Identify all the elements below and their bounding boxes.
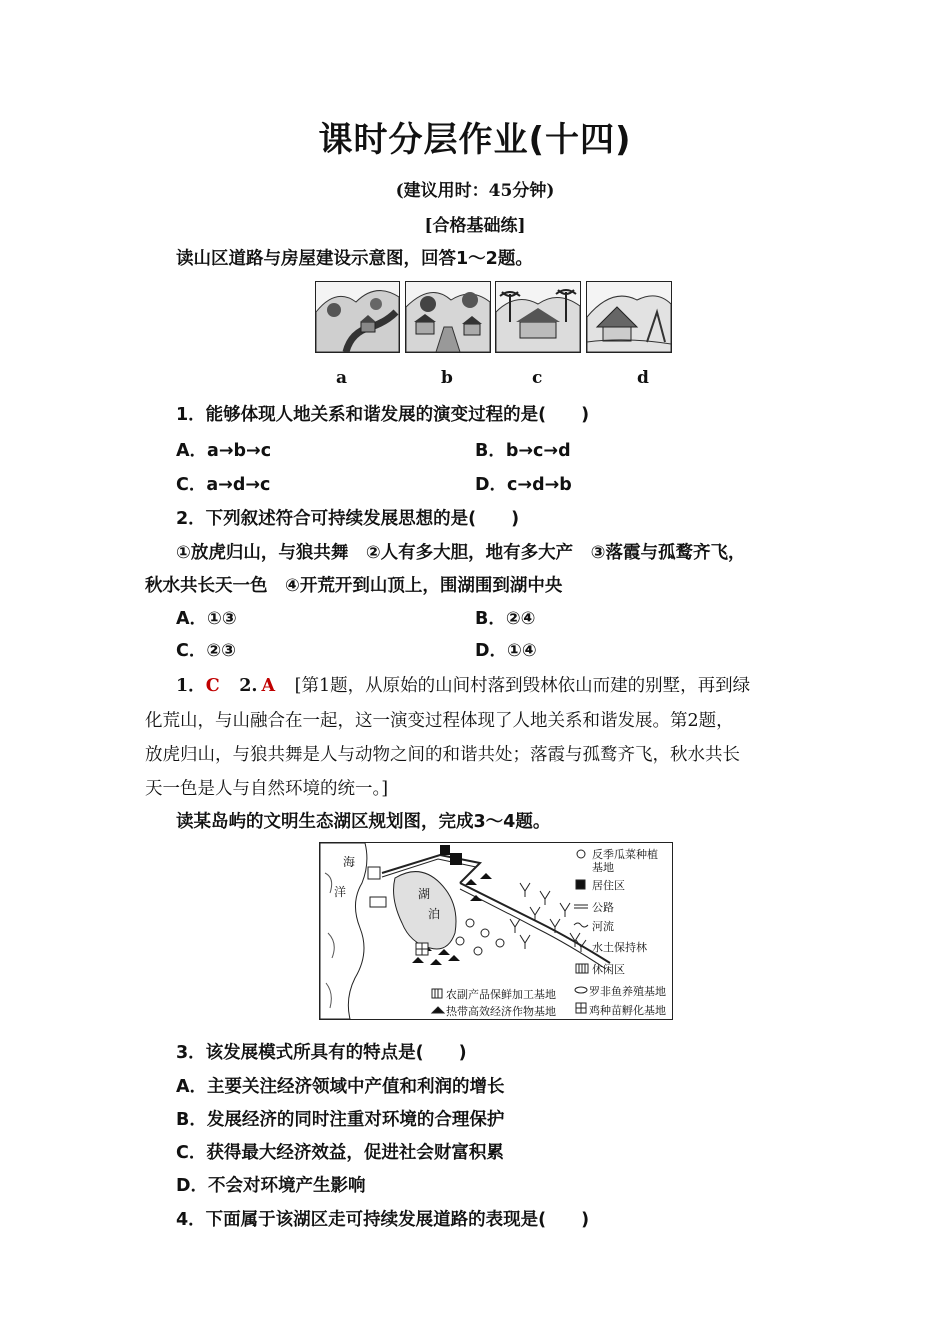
legend-residence: 居住区 <box>592 879 625 892</box>
eco-lake-map <box>319 842 673 1020</box>
answer-explanation-2: 化荒山，与山融合在一起，这一演变过程体现了人地关系和谐发展。第2题， <box>145 711 734 731</box>
map-lake-label-1: 湖 <box>418 887 431 901</box>
figure-b-image <box>405 281 491 353</box>
figure-label-c: c <box>532 368 543 388</box>
q2-option-a[interactable]: A．①③ <box>176 609 237 629</box>
answer-explanation-1: [第1题，从原始的山间村落到毁林依山而建的别墅，再到绿 <box>294 676 751 696</box>
answer-1-number: 1． <box>176 676 206 696</box>
q2-body-line-2: 秋水共长天一色 ④开荒开到山顶上，围湖围到湖中央 <box>145 576 563 596</box>
figure-label-d: d <box>637 368 649 388</box>
legend-river: 河流 <box>592 920 614 933</box>
legend-melon: 反季瓜菜种植 <box>592 848 658 861</box>
map-sea-label-1: 海 <box>343 855 356 869</box>
q2-option-d[interactable]: D．①④ <box>475 641 537 661</box>
q2-stem: 2．下列叙述符合可持续发展思想的是( ) <box>176 509 520 529</box>
legend-forest: 水土保持林 <box>592 941 647 954</box>
q4-stem: 4．下面属于该湖区走可持续发展道路的表现是( ) <box>176 1210 590 1230</box>
legend-hatchery: 鸡种苗孵化基地 <box>589 1004 666 1017</box>
answer-explanation-4: 天一色是人与自然环境的统一。] <box>145 779 389 799</box>
q3-option-a[interactable]: A．主要关注经济领域中产值和利润的增长 <box>176 1077 505 1097</box>
legend-leisure: 休闲区 <box>592 963 625 976</box>
q2-option-b[interactable]: B．②④ <box>475 609 536 629</box>
legend-crop: 热带高效经济作物基地 <box>446 1005 556 1018</box>
figure-label-a: a <box>336 368 348 388</box>
figure-c-image <box>495 281 581 353</box>
answer-1-value: C <box>205 676 220 696</box>
legend-road: 公路 <box>592 901 614 914</box>
intro-1: 读山区道路与房屋建设示意图，回答1～2题。 <box>176 249 533 269</box>
intro-2: 读某岛屿的文明生态湖区规划图，完成3～4题。 <box>176 812 551 832</box>
section-heading: [合格基础练] <box>424 216 526 236</box>
answer-12-line-1 <box>176 672 750 697</box>
q1-option-b[interactable]: B．b→c→d <box>475 441 571 461</box>
q1-option-a[interactable]: A．a→b→c <box>176 441 272 461</box>
map-lake-label-2: 泊 <box>428 907 441 921</box>
figure-a-image <box>315 281 400 353</box>
q1-option-d[interactable]: D．c→d→b <box>475 475 572 495</box>
figure-label-b: b <box>441 368 453 388</box>
q2-body-line-1: ①放虎归山，与狼共舞 ②人有多大胆，地有多大产 ③落霞与孤鹜齐飞， <box>176 543 746 563</box>
q2-option-c[interactable]: C．②③ <box>176 641 236 661</box>
figure-d-image <box>586 281 672 353</box>
legend-melon-2: 基地 <box>592 861 614 874</box>
answer-2-number: 2. <box>239 676 258 696</box>
page-title: 课时分层作业(十四) <box>318 120 632 160</box>
answer-2-value: A <box>261 676 276 696</box>
q3-option-c[interactable]: C．获得最大经济效益，促进社会财富积累 <box>176 1143 504 1163</box>
map-sea-label-2: 洋 <box>334 885 347 899</box>
q3-stem: 3．该发展模式所具有的特点是( ) <box>176 1043 467 1063</box>
q3-option-d[interactable]: D．不会对环境产生影响 <box>176 1176 366 1196</box>
legend-processing: 农副产品保鲜加工基地 <box>446 988 556 1001</box>
time-note: (建议用时：45分钟) <box>395 181 555 201</box>
legend-fish: 罗非鱼养殖基地 <box>589 985 666 998</box>
q1-option-c[interactable]: C．a→d→c <box>176 475 271 495</box>
q1-stem: 1．能够体现人地关系和谐发展的演变过程的是( ) <box>176 405 590 425</box>
q3-option-b[interactable]: B．发展经济的同时注重对环境的合理保护 <box>176 1110 505 1130</box>
answer-explanation-3: 放虎归山，与狼共舞是人与动物之间的和谐共处；落霞与孤鹜齐飞，秋水共长 <box>145 745 740 765</box>
